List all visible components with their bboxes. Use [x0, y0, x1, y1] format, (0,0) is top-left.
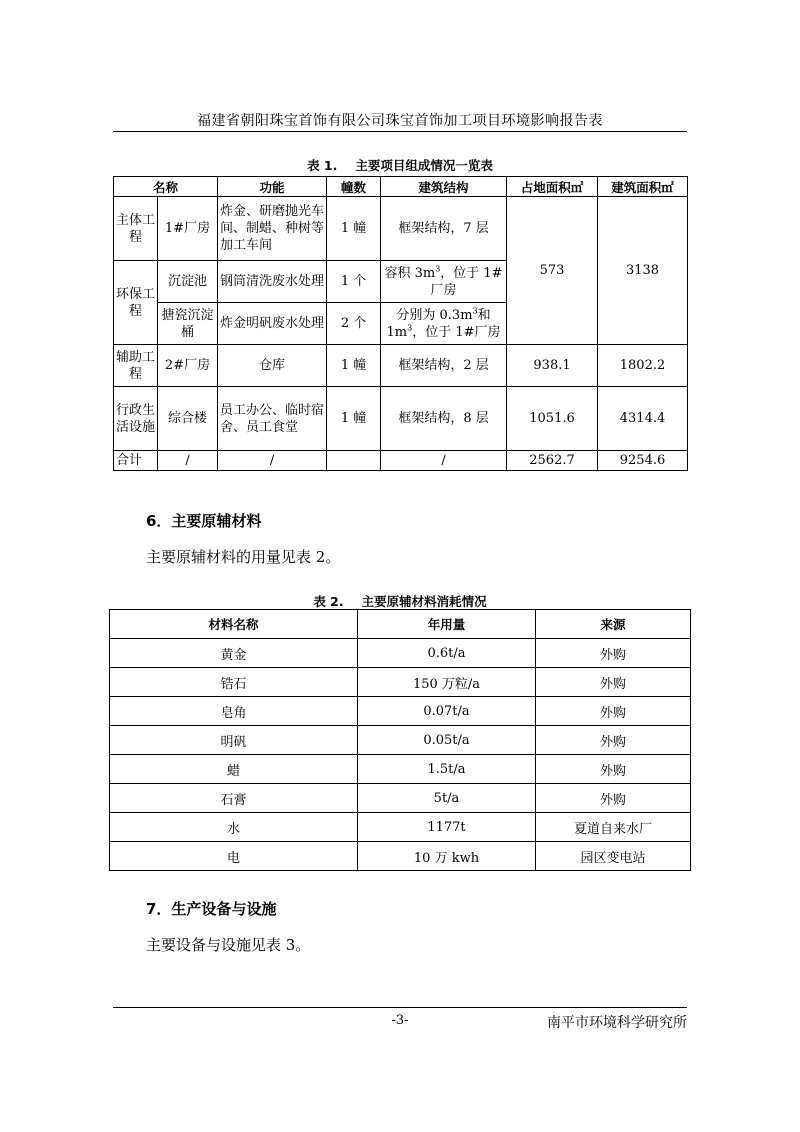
table-header-row — [110, 610, 691, 639]
table-row — [114, 345, 688, 387]
row-structure: 框架结构，8 层 — [381, 387, 507, 451]
row-name: 综合楼 — [158, 387, 218, 451]
annual-amount-cell: 150 万粒/a — [358, 668, 536, 697]
row-name: 沉淀池 — [158, 261, 218, 303]
row-count: 1 幢 — [327, 345, 381, 387]
section-7-heading: 7．生产设备与设施 — [146, 900, 277, 918]
merged-build-area: 3138 — [598, 197, 688, 345]
source-cell: 外购 — [536, 639, 691, 668]
header-count: 幢数 — [327, 177, 381, 197]
section-7-text: 主要设备与设施见表 3。 — [146, 936, 311, 954]
structure-part: 和 1m — [386, 307, 491, 340]
table1-caption — [113, 156, 687, 174]
table2-caption-text: 主要原辅材料消耗情况 — [361, 594, 487, 609]
row-name: 搪瓷沉淀桶 — [158, 303, 218, 345]
table1-caption-text: 主要项目组成情况一览表 — [355, 158, 493, 173]
row-structure: / — [381, 451, 507, 471]
annual-amount-cell: 10 万 kwh — [358, 842, 536, 871]
header-build-area: 建筑面积㎡ — [598, 177, 688, 197]
row-function: 钢筒清洗废水处理 — [218, 261, 327, 303]
document-header-title: 福建省朝阳珠宝首饰有限公司珠宝首饰加工项目环境影响报告表 — [197, 113, 603, 129]
row-structure: 框架结构，7 层 — [381, 197, 507, 261]
header-name: 名称 — [114, 177, 218, 197]
row-category: 辅助工程 — [114, 345, 158, 387]
superscript: 3 — [407, 323, 413, 333]
row-build-area: 9254.6 — [598, 451, 688, 471]
row-land-area: 938.1 — [507, 345, 598, 387]
source-cell: 园区变电站 — [536, 842, 691, 871]
table-row — [114, 387, 688, 451]
row-function: 炸金明矾废水处理 — [218, 303, 327, 345]
row-name: 1#厂房 — [158, 197, 218, 261]
source-cell: 外购 — [536, 726, 691, 755]
project-composition-table — [113, 176, 688, 471]
row-category: 环保工程 — [114, 261, 158, 345]
merged-land-area: 573 — [507, 197, 598, 345]
header-land-area: 占地面积㎡ — [507, 177, 598, 197]
structure-part: ，位于 1#厂房 — [412, 324, 501, 340]
table-row — [114, 197, 688, 261]
row-count: 2 个 — [327, 303, 381, 345]
row-name: 2#厂房 — [158, 345, 218, 387]
annual-amount-cell: 0.6t/a — [358, 639, 536, 668]
table-total-row — [114, 451, 688, 471]
material-name-cell: 电 — [110, 842, 358, 871]
table1-caption-number: 表 1. — [307, 158, 338, 173]
structure-part: 容积 3m — [384, 265, 436, 281]
table-row — [110, 726, 691, 755]
header-material-name: 材料名称 — [110, 610, 358, 639]
footer-organization: 南平市环境科学研究所 — [547, 1015, 687, 1031]
material-name-cell: 水 — [110, 813, 358, 842]
row-category: 行政生活设施 — [114, 387, 158, 451]
source-cell: 外购 — [536, 697, 691, 726]
superscript: 3 — [472, 306, 478, 316]
row-category: 主体工程 — [114, 197, 158, 261]
source-cell: 外购 — [536, 668, 691, 697]
page-number: -3- — [391, 1013, 409, 1028]
source-cell: 外购 — [536, 755, 691, 784]
table-row — [110, 755, 691, 784]
header-divider — [113, 131, 687, 132]
header-structure: 建筑结构 — [381, 177, 507, 197]
table-row — [110, 784, 691, 813]
source-cell: 外购 — [536, 784, 691, 813]
table2-caption — [113, 592, 687, 610]
table-row — [110, 842, 691, 871]
row-land-area: 2562.7 — [507, 451, 598, 471]
table-header-row — [114, 177, 688, 197]
material-name-cell: 蜡 — [110, 755, 358, 784]
row-category: 合计 — [114, 451, 158, 471]
row-count — [327, 451, 381, 471]
row-count: 1 幢 — [327, 387, 381, 451]
material-name-cell: 皂角 — [110, 697, 358, 726]
superscript: 3 — [435, 264, 441, 274]
row-structure — [381, 261, 507, 303]
material-name-cell: 黄金 — [110, 639, 358, 668]
row-function: 员工办公、临时宿舍、员工食堂 — [218, 387, 327, 451]
structure-part: ，位于 1#厂房 — [430, 265, 503, 298]
row-name: / — [158, 451, 218, 471]
annual-amount-cell: 0.05t/a — [358, 726, 536, 755]
table-row — [110, 813, 691, 842]
table-row — [110, 639, 691, 668]
row-land-area: 1051.6 — [507, 387, 598, 451]
section-6-text: 主要原辅材料的用量见表 2。 — [146, 548, 341, 566]
row-function: 仓库 — [218, 345, 327, 387]
header-source: 来源 — [536, 610, 691, 639]
header-annual-amount: 年用量 — [358, 610, 536, 639]
table-row — [110, 668, 691, 697]
structure-part: 分别为 0.3m — [396, 307, 473, 323]
row-function: / — [218, 451, 327, 471]
row-count: 1 个 — [327, 261, 381, 303]
annual-amount-cell: 5t/a — [358, 784, 536, 813]
annual-amount-cell: 1.5t/a — [358, 755, 536, 784]
annual-amount-cell: 0.07t/a — [358, 697, 536, 726]
row-count: 1 幢 — [327, 197, 381, 261]
table2-caption-number: 表 2. — [313, 594, 344, 609]
row-structure: 框架结构，2 层 — [381, 345, 507, 387]
material-name-cell: 锆石 — [110, 668, 358, 697]
material-name-cell: 石膏 — [110, 784, 358, 813]
header-function: 功能 — [218, 177, 327, 197]
annual-amount-cell: 1177t — [358, 813, 536, 842]
source-cell: 夏道自来水厂 — [536, 813, 691, 842]
table-row — [110, 697, 691, 726]
material-name-cell: 明矾 — [110, 726, 358, 755]
materials-table — [109, 609, 691, 871]
section-6-heading: 6．主要原辅材料 — [146, 512, 262, 530]
row-build-area: 4314.4 — [598, 387, 688, 451]
row-function: 炸金、研磨抛光车间、制蜡、种树等加工车间 — [218, 197, 327, 261]
row-structure — [381, 303, 507, 345]
footer-divider — [113, 1007, 687, 1008]
row-build-area: 1802.2 — [598, 345, 688, 387]
